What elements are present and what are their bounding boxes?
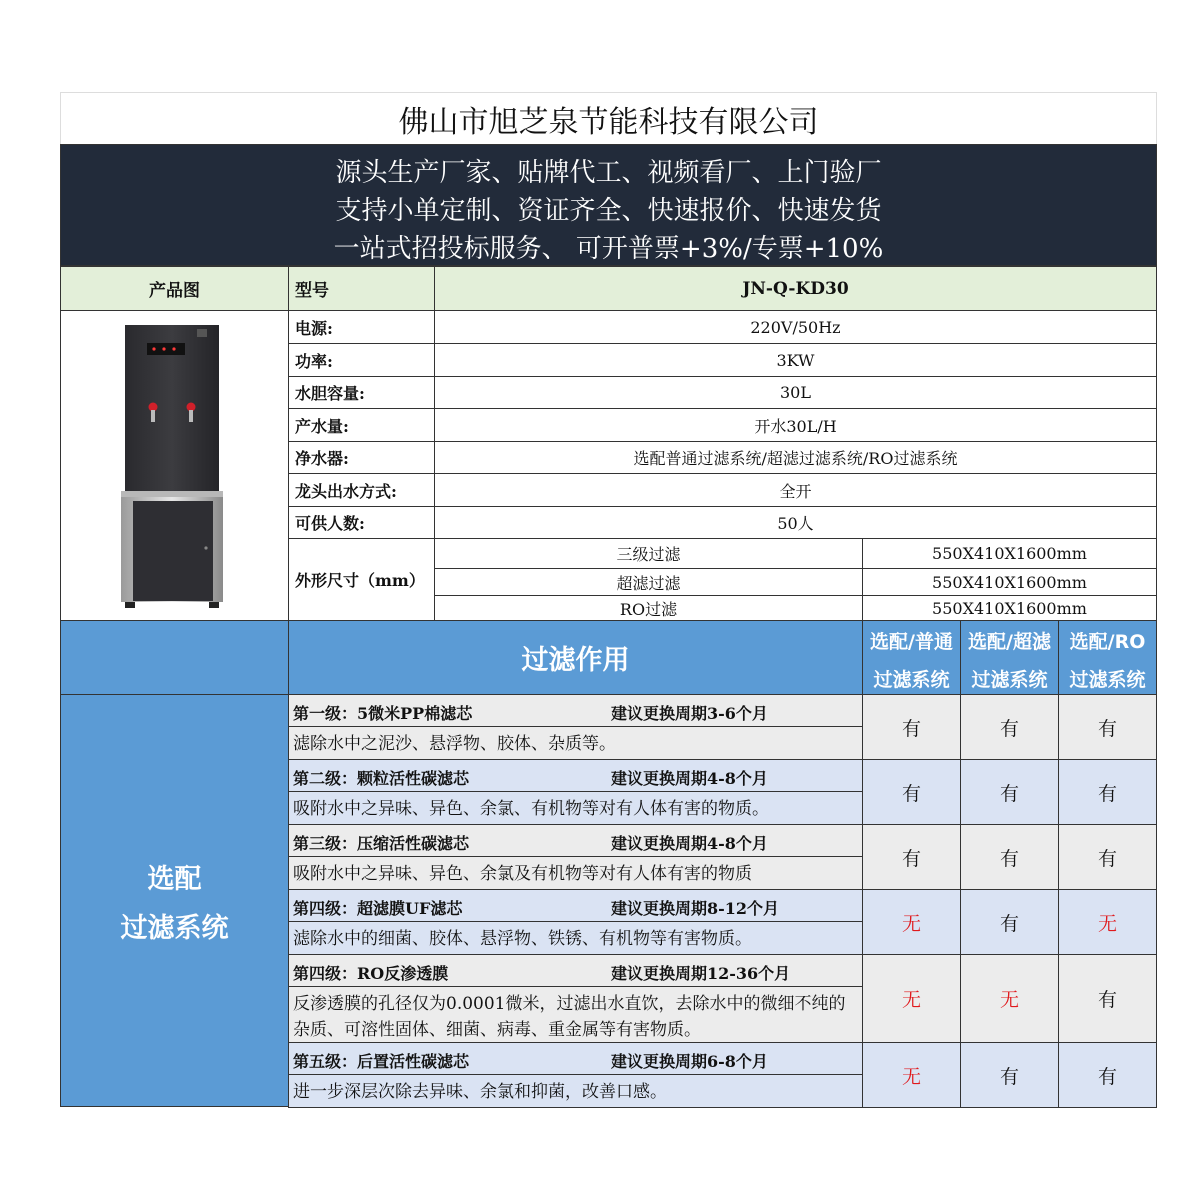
filter-header-blank — [60, 620, 289, 695]
banner-line-2: 支持小单定制、资证齐全、快速报价、快速发货 — [335, 195, 882, 226]
stage-name: 第四级：超滤膜UF滤芯 — [293, 899, 463, 918]
dimensions-label: 外形尺寸（mm） — [288, 538, 435, 621]
water-boiler-image — [61, 311, 288, 620]
stage-cycle: 建议更换周期8-12个月 — [611, 899, 780, 918]
stage-desc: 反渗透膜的孔径仅为0.0001微米，过滤出水直饮，去除水中的微细不纯的杂质、可溶性固体、细菌、病毒、重金属等有害物质。 — [288, 986, 863, 1043]
stage-name: 第二级：颗粒活性碳滤芯 — [293, 769, 470, 788]
stage-name: 第三级：压缩活性碳滤芯 — [293, 834, 470, 853]
filter-title: 过滤作用 — [288, 620, 863, 695]
stage-desc: 吸附水中之异味、异色、余氯及有机物等对有人体有害的物质 — [288, 856, 863, 890]
col-header-ro — [1058, 620, 1157, 695]
model-label: 型号 — [288, 266, 435, 311]
dim-type: 超滤过滤 — [434, 568, 863, 596]
availability-cell: 有 — [1058, 694, 1157, 760]
col-header-line: 过滤系统 — [1069, 669, 1146, 691]
banner-line-1: 源头生产厂家、贴牌代工、视频看厂、上门验厂 — [335, 157, 882, 188]
spec-value: 全开 — [434, 473, 1157, 507]
stage-cycle: 建议更换周期3-6个月 — [611, 704, 768, 723]
stage-cycle: 建议更换周期4-8个月 — [611, 834, 768, 853]
col-header-uf — [960, 620, 1059, 695]
spec-label: 产水量: — [288, 408, 435, 442]
col-header-line: 选配/普通 — [870, 631, 953, 653]
stage-header — [288, 1042, 863, 1075]
spec-label: 水胆容量: — [288, 376, 435, 409]
spec-label: 净水器: — [288, 441, 435, 474]
image-header: 产品图 — [60, 266, 289, 311]
availability-cell: 有 — [960, 889, 1059, 955]
stage-cycle: 建议更换周期6-8个月 — [611, 1052, 768, 1071]
side-label — [60, 694, 289, 1107]
banner — [60, 144, 1157, 266]
spec-value: 50人 — [434, 506, 1157, 539]
stage-name: 第五级：后置活性碳滤芯 — [293, 1052, 470, 1071]
availability-cell: 有 — [960, 824, 1059, 890]
dim-size: 550X410X1600mm — [862, 568, 1157, 596]
availability-cell: 有 — [960, 694, 1059, 760]
availability-cell: 有 — [1058, 759, 1157, 825]
spec-value: 选配普通过滤系统/超滤过滤系统/RO过滤系统 — [434, 441, 1157, 474]
col-header-line: 选配/RO — [1069, 631, 1146, 653]
company-title: 佛山市旭芝泉节能科技有限公司 — [60, 92, 1157, 144]
stage-desc: 滤除水中的细菌、胶体、悬浮物、铁锈、有机物等有害物质。 — [288, 921, 863, 955]
stage-desc: 吸附水中之异味、异色、余氯、有机物等对有人体有害的物质。 — [288, 791, 863, 825]
spec-value: 开水30L/H — [434, 408, 1157, 442]
spec-label: 功率: — [288, 343, 435, 377]
stage-desc: 进一步深层次除去异味、余氯和抑菌，改善口感。 — [288, 1074, 863, 1108]
stage-header — [288, 759, 863, 792]
col-header-line: 过滤系统 — [971, 669, 1048, 691]
availability-cell: 有 — [1058, 954, 1157, 1043]
stage-name: 第一级：5微米PP棉滤芯 — [293, 704, 473, 723]
stage-cycle: 建议更换周期4-8个月 — [611, 769, 768, 788]
availability-cell: 无 — [862, 889, 961, 955]
stage-header — [288, 889, 863, 922]
availability-cell: 有 — [960, 759, 1059, 825]
availability-cell: 有 — [960, 1042, 1059, 1108]
dim-size: 550X410X1600mm — [862, 538, 1157, 569]
spec-label: 龙头出水方式: — [288, 473, 435, 507]
stage-header — [288, 954, 863, 987]
availability-cell: 有 — [862, 759, 961, 825]
stage-name: 第四级：RO反渗透膜 — [293, 964, 449, 983]
stage-cycle: 建议更换周期12-36个月 — [611, 964, 791, 983]
banner-line-3: 一站式招投标服务、 可开普票+3%/专票+10% — [333, 233, 884, 264]
spec-label: 电源: — [288, 310, 435, 344]
spec-value: 220V/50Hz — [434, 310, 1157, 344]
dim-size: 550X410X1600mm — [862, 595, 1157, 621]
availability-cell: 无 — [1058, 889, 1157, 955]
col-header-line: 过滤系统 — [873, 669, 950, 691]
stage-header — [288, 694, 863, 727]
stage-desc: 滤除水中之泥沙、悬浮物、胶体、杂质等。 — [288, 726, 863, 760]
model-value: JN-Q-KD30 — [434, 266, 1157, 311]
stage-header — [288, 824, 863, 857]
spec-label: 可供人数: — [288, 506, 435, 539]
col-header-normal — [862, 620, 961, 695]
spec-value: 30L — [434, 376, 1157, 409]
availability-cell: 无 — [862, 954, 961, 1043]
availability-cell: 有 — [1058, 824, 1157, 890]
dim-type: 三级过滤 — [434, 538, 863, 569]
col-header-line: 选配/超滤 — [968, 631, 1051, 653]
availability-cell: 无 — [960, 954, 1059, 1043]
product-image-cell — [60, 310, 289, 621]
dim-type: RO过滤 — [434, 595, 863, 621]
availability-cell: 有 — [1058, 1042, 1157, 1108]
side-label-line: 过滤系统 — [120, 913, 229, 944]
availability-cell: 有 — [862, 694, 961, 760]
side-label-line: 选配 — [147, 864, 202, 895]
availability-cell: 无 — [862, 1042, 961, 1108]
availability-cell: 有 — [862, 824, 961, 890]
spec-value: 3KW — [434, 343, 1157, 377]
